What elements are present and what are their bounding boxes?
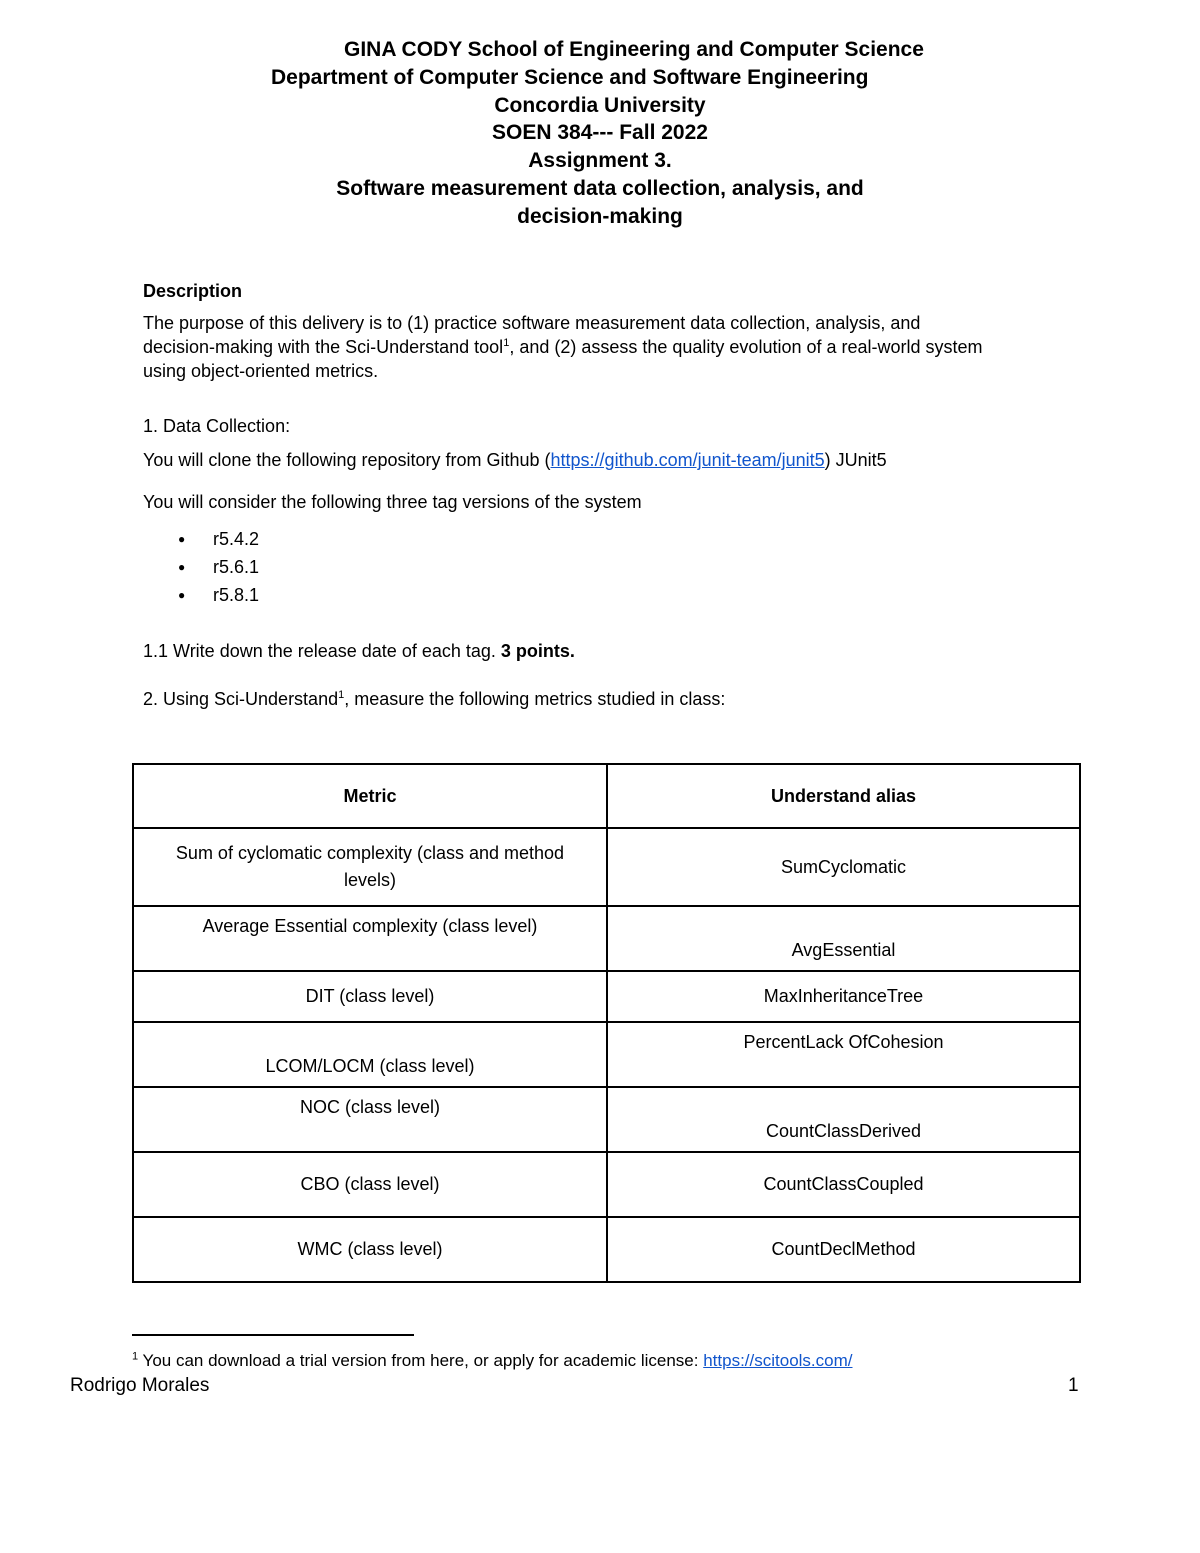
- footnote-separator: [132, 1334, 414, 1336]
- measure-text: 2. Using Sci-Understand: [143, 689, 339, 709]
- header-department: Department of Computer Science and Software Engineering: [271, 66, 869, 89]
- alias-cell: CountClassCoupled: [607, 1152, 1080, 1217]
- table-row: [133, 1152, 1080, 1217]
- clone-prefix: You will clone the following repository from Github (: [143, 450, 551, 470]
- alias-cell: PercentLack OfCohesion: [607, 1022, 1080, 1087]
- task-points: 3 points.: [500, 641, 575, 661]
- metric-cell: NOC (class level): [133, 1087, 607, 1152]
- description-heading: Description: [143, 281, 243, 301]
- metric-cell: DIT (class level): [133, 971, 607, 1022]
- page-number: 1: [1068, 1375, 1079, 1396]
- header-title-line2: decision-making: [517, 205, 683, 228]
- description-line-3: using object-oriented metrics.: [143, 361, 379, 381]
- header-university: Concordia University: [494, 94, 706, 117]
- metric-cell: LCOM/LOCM (class level): [133, 1022, 607, 1087]
- column-header-alias: Understand alias: [607, 764, 1080, 828]
- metric-cell: Sum of cyclomatic complexity (class and method levels): [133, 828, 607, 906]
- header-assignment: Assignment 3.: [528, 149, 672, 172]
- metric-cell: Average Essential complexity (class level): [133, 906, 607, 971]
- description-line-2-text: decision-making with the Sci-Understand tool: [143, 337, 504, 357]
- tag-item: ● r5.8.1: [178, 583, 259, 611]
- scitools-link[interactable]: https://scitools.com/: [703, 1351, 853, 1370]
- task-text: 1.1 Write down the release date of each tag.: [143, 641, 501, 661]
- footnote-ref[interactable]: 1: [503, 337, 510, 349]
- footnote: [132, 1349, 853, 1373]
- alias-cell: CountClassDerived: [607, 1087, 1080, 1152]
- footnote-text: You can download a trial version from here, or apply for academic license:: [138, 1351, 704, 1370]
- metric-cell: CBO (class level): [133, 1152, 607, 1217]
- data-collection-heading: 1. Data Collection:: [143, 416, 291, 436]
- column-header-metric: Metric: [133, 764, 607, 828]
- alias-cell: AvgEssential: [607, 906, 1080, 971]
- header-school: GINA CODY School of Engineering and Computer Science: [344, 38, 924, 61]
- table-row: [133, 828, 1080, 906]
- repo-link[interactable]: https://github.com/junit-team/junit5: [550, 450, 825, 470]
- metrics-table: [132, 763, 1081, 1283]
- tag-list: [178, 527, 259, 611]
- alias-cell: MaxInheritanceTree: [607, 971, 1080, 1022]
- footer-author: Rodrigo Morales: [70, 1375, 210, 1396]
- metric-cell: WMC (class level): [133, 1217, 607, 1282]
- task-release-date: [143, 639, 575, 663]
- tag-item: ● r5.4.2: [178, 527, 259, 555]
- header-title-line1: Software measurement data collection, analysis, and: [336, 177, 864, 200]
- table-row: [133, 1087, 1080, 1152]
- footnote-marker: 1: [132, 1350, 139, 1363]
- description-line-1: The purpose of this delivery is to (1) practice software measurement data collection, analysis, and: [143, 313, 921, 333]
- tag-item: ● r5.6.1: [178, 555, 259, 583]
- table-header-row: [133, 764, 1080, 828]
- header-course: SOEN 384--- Fall 2022: [492, 121, 708, 144]
- measure-instruction: [143, 687, 725, 711]
- tags-intro: You will consider the following three tag versions of the system: [143, 492, 642, 512]
- table-row: [133, 1022, 1080, 1087]
- clone-instruction: [143, 448, 887, 472]
- measure-text-cont: , measure the following metrics studied in class:: [344, 689, 726, 709]
- footnote-ref[interactable]: 1: [338, 689, 345, 701]
- clone-suffix: ) JUnit5: [824, 450, 887, 470]
- alias-cell: SumCyclomatic: [607, 828, 1080, 906]
- description-line-2: [143, 335, 983, 359]
- table-row: [133, 1217, 1080, 1282]
- alias-cell: CountDeclMethod: [607, 1217, 1080, 1282]
- table-row: [133, 971, 1080, 1022]
- description-line-2-cont: , and (2) assess the quality evolution of a real-world system: [509, 337, 983, 357]
- table-row: [133, 906, 1080, 971]
